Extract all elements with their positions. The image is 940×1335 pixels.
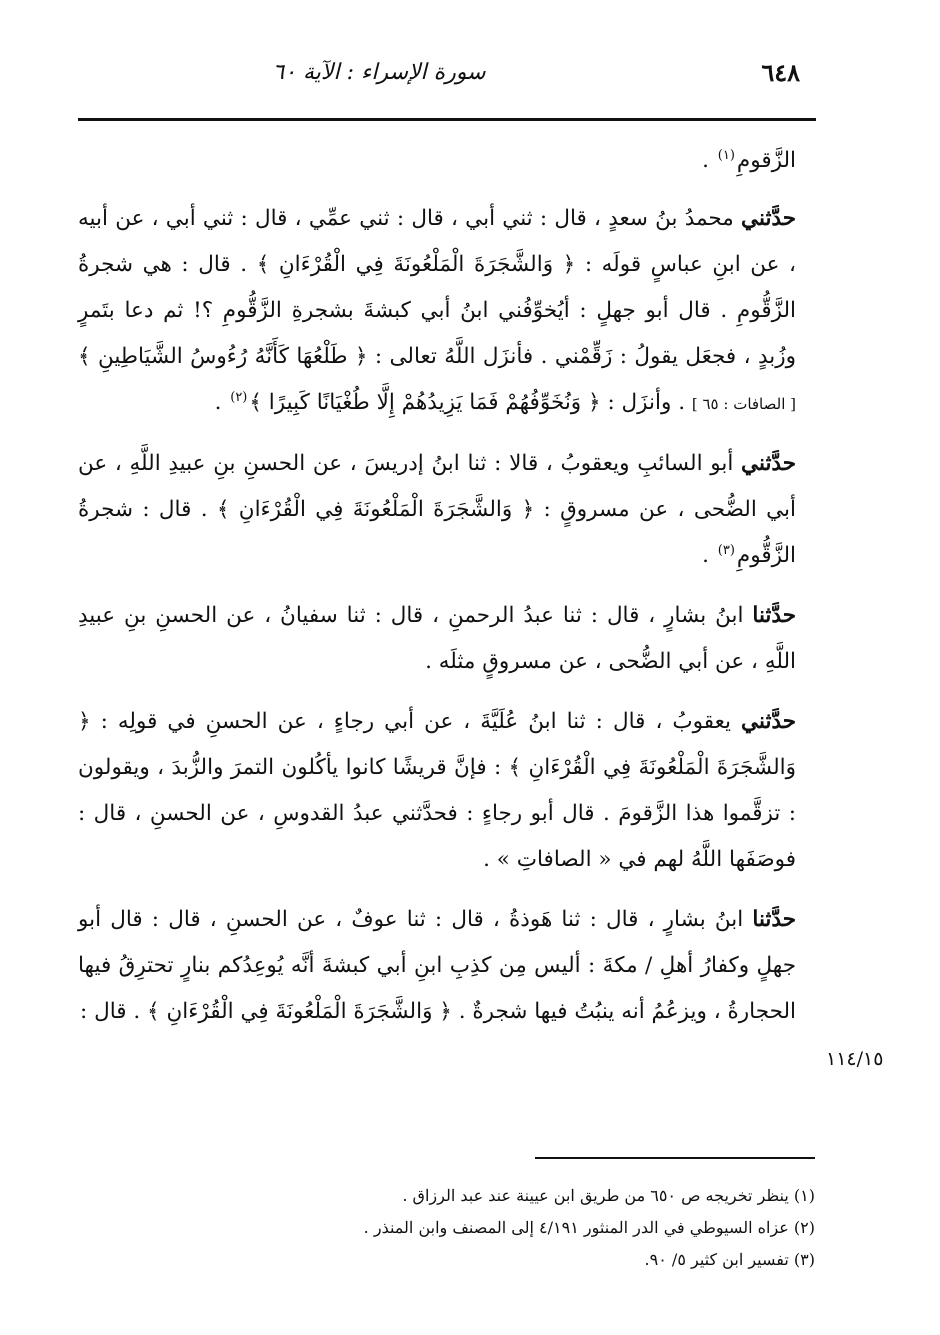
verse-reference: [ الصافات : ٦٥ ]	[691, 395, 796, 413]
paragraph-text-continued: . وأنزَل : ﴿ وَنُخَوِّفُهُمْ فَمَا يَزِيدُهُمْ إِلَّا طُغْيَانًا كَبِيرًا ﴾	[249, 390, 692, 415]
isnad-lead: حدَّثني	[741, 451, 796, 476]
paragraph-text: الزَّقومِ	[736, 148, 796, 173]
paragraph-tail: .	[214, 390, 229, 415]
paragraph-5	[78, 699, 796, 883]
isnad-lead: حدَّثنا	[752, 603, 796, 628]
page-header	[78, 58, 800, 98]
page-number: ٦٤٨	[761, 58, 800, 87]
footnotes	[240, 1180, 815, 1276]
paragraph-tail: .	[702, 148, 716, 173]
isnad-lead: حدَّثني	[741, 206, 796, 231]
header-divider	[78, 118, 816, 121]
footnote-2: (٢) عزاه السيوطي في الدر المنثور ٤/١٩١ إلى المصنف وابن المنذر .	[363, 1218, 815, 1237]
footnote-1: (١) ينظر تخريجه ص ٦٥٠ من طريق ابن عيينة عند عبد الرزاق .	[402, 1186, 815, 1205]
isnad-lead: حدَّثني	[741, 709, 796, 734]
paragraph-tail: .	[702, 543, 716, 568]
paragraph-text: محمدُ بنُ سعدٍ ، قال : ثني أبي ، قال : ثني عمِّي ، قال : ثني أبي ، عن أبيه ، عن ابنِ عباسٍ قولَه : ﴿ وَالشَّجَرَةَ الْمَلْعُونَةَ فِي الْقُرْءَانِ ﴾ . قال : هي شجرةُ الزَّقُّومِ . قال أبو جهلٍ : أيُخوِّفُني ابنُ أبي كبشةَ بشجرةِ الزَّقُّومِ ؟! ثم دعا بتَمرٍ وزُبدٍ ، فجعَل يقولُ : زَقِّمْني . فأنزَل اللَّهُ تعالى : ﴿ طَلْعُهَا كَأَنَّهُ رُءُوسُ الشَّيَاطِينِ ﴾	[78, 206, 796, 369]
paragraph-text: ابنُ بشارٍ ، قال : ثنا هَوذةُ ، قال : ثنا عوفٌ ، عن الحسنِ ، قال : قال أبو جهلٍ وكفارُ أهلِ / مكةَ : أليس مِن كذِبِ ابنِ أبي كبشةَ أنَّه يُوعِدُكم بنارٍ تحترِقُ فيها الحجارةُ ، ويزعُمُ أنه ينبُتُ فيها شجرةٌ . ﴿ وَالشَّجَرَةَ الْمَلْعُونَةَ فِي الْقُرْءَانِ ﴾ . قال :	[78, 907, 796, 1024]
paragraph-4	[78, 593, 796, 685]
paragraph-3	[78, 441, 796, 579]
isnad-lead: حدَّثنا	[752, 907, 796, 932]
footnote-divider	[535, 1157, 815, 1159]
paragraph-2	[78, 196, 796, 427]
page-body	[78, 138, 796, 1049]
footnote-3: (٣) تفسير ابن كثير ٥/ ٩٠.	[644, 1250, 815, 1269]
paragraph-1	[78, 138, 796, 184]
paragraph-text: أبو السائبِ ويعقوبُ ، قالا : ثنا ابنُ إدريسَ ، عن الحسنِ بنِ عبيدِ اللَّهِ ، عن أبي الضُّحى ، عن مسروقٍ : ﴿ وَالشَّجَرَةَ الْمَلْعُونَةَ فِي الْقُرْءَانِ ﴾ . قال : شجرةُ الزَّقُّومِ	[78, 451, 796, 568]
paragraph-6	[78, 897, 796, 1035]
paragraph-text: يعقوبُ ، قال : ثنا ابنُ عُلَيَّةَ ، عن أبي رجاءٍ ، عن الحسنِ في قولِه : ﴿ وَالشَّجَرَةَ الْمَلْعُونَةَ فِي الْقُرْءَانِ ﴾ : فإنَّ قريشًا كانوا يأكُلون التمرَ والزُّبدَ ، ويقولون : تزقَّموا هذا الزَّقومَ . قال أبو رجاءٍ : فحدَّثني عبدُ القدوسِ ، عن الحسنِ ، قال : فوصَفَها اللَّهُ لهم في « الصافاتِ » .	[78, 709, 796, 872]
running-title: سورة الإسراء : الآية ٦٠	[272, 60, 486, 85]
footnote-marker: (٣)	[717, 542, 735, 558]
footnote-marker: (١)	[717, 147, 735, 163]
margin-reference-note: ١١٤/١٥	[826, 1048, 884, 1070]
footnote-marker: (٢)	[230, 389, 248, 405]
paragraph-text: ابنُ بشارٍ ، قال : ثنا عبدُ الرحمنِ ، قال : ثنا سفيانُ ، عن الحسنِ بنِ عبيدِ اللَّهِ ، عن أبي الضُّحى ، عن مسروقٍ مثلَه .	[78, 603, 796, 674]
